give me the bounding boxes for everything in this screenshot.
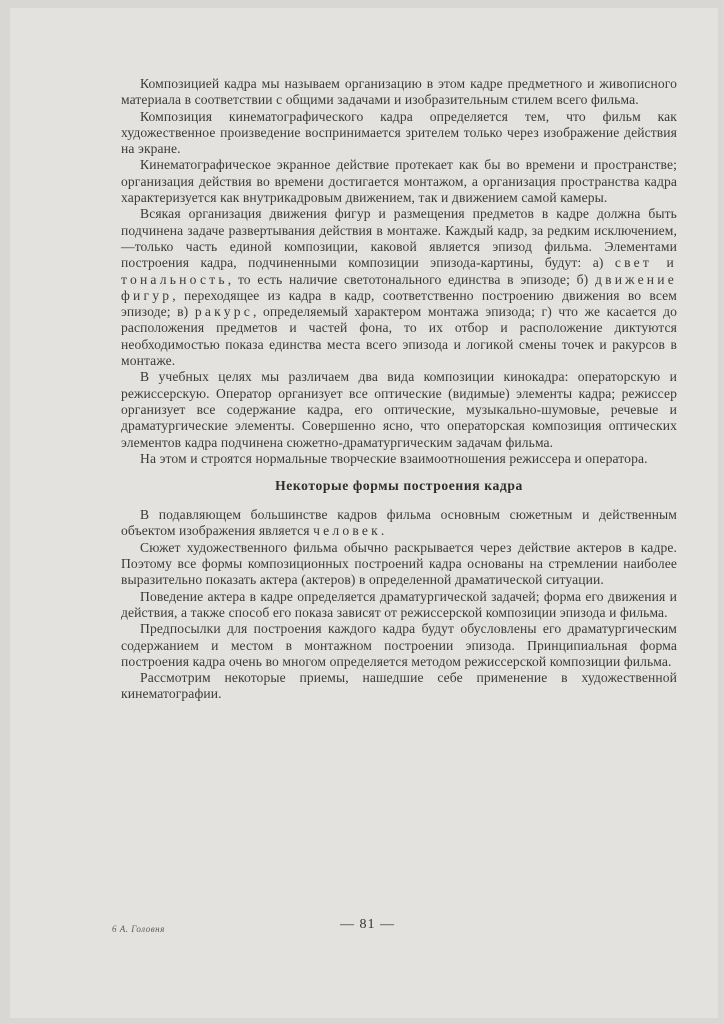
paragraph (121, 589, 677, 622)
text-run: Предпосылки для построения каждого кадра будут обусловлены его драматургическим содержанием и местом в монтажном построении эпизода. Принципиальная форма построения кадра очень во многом определяется методом режиссерской композиции фильма. (121, 621, 677, 669)
text-run: Рассмотрим некоторые приемы, нашедшие себе применение в художественной кинематографии. (121, 670, 677, 702)
paragraph (121, 369, 677, 450)
paragraph (121, 157, 677, 206)
book-page (10, 8, 718, 1018)
text-run: Композиция кинематографического кадра определяется тем, что фильм как художественное произведение воспринимается зрителем только через изображение действия на экране. (121, 108, 677, 157)
section-heading: Некоторые формы построения кадра (275, 478, 523, 494)
text-run: Всякая организация движения фигур и размещения предметов в кадре должна быть подчинена задаче развертывания действия в монтаже. Каждый кадр, за редким исключением,—только часть единой композиции, каковой является эпизод фильма. Элементами построения кадра, подчиненными композиции эпизода-картины, будут: а) (121, 206, 677, 271)
page-number: — 81 — (340, 917, 395, 932)
paragraph (121, 621, 677, 670)
spaced-emphasis: движение фигур (121, 271, 677, 303)
paragraph (121, 507, 677, 540)
text-run: . (380, 523, 385, 539)
text-run: , переходящее из кадра в кадр, соответственно построению движения во всем эпизоде; в) (121, 287, 677, 320)
paragraph (121, 670, 677, 703)
signature-mark: 6 А. Головня (112, 924, 165, 934)
paragraph (121, 206, 677, 369)
text-run: В подавляющем большинстве кадров фильма основным сюжетным и действенным объектом изображения является (121, 507, 677, 539)
paragraph (121, 109, 677, 158)
paragraph (121, 540, 677, 589)
text-run: В учебных целях мы различаем два вида композиции кинокадра: операторскую и режиссерскую. Оператор организует все оптические (видимые) элементы кадра; режиссер организует все содержание кадра, его оптические, музыкально-шумовые, речевые и драматургические элементы. Совершенно ясно, что операторская композиция оптических элементов кадра подчинена сюжетно-драматургическим задачам фильма. (121, 369, 677, 450)
page-text (121, 76, 677, 703)
paragraph (121, 76, 677, 109)
spaced-emphasis: человек (313, 523, 381, 539)
text-run: На этом и строятся нормальные творческие взаимоотношения режиссера и оператора. (140, 450, 648, 466)
text-run: Сюжет художественного фильма обычно раскрывается через действие актеров в кадре. Поэтому все формы композиционных построений кадра основаны на стремлении наиболее выразительно показать актера (актеров) в определенной драматической ситуации. (121, 539, 677, 588)
spaced-emphasis: ракурс (194, 304, 253, 320)
text-run: Кинематографическое экранное действие протекает как бы во времени и пространстве; организация действия во времени достигается монтажом, а организация пространства кадра характеризуется как внутрикадровым движением, так и движением самой камеры. (121, 157, 677, 206)
text-run: Поведение актера в кадре определяется драматургической задачей; форма его движения и действия, а также способ его показа зависят от режиссерской композиции эпизода и фильма. (121, 588, 677, 620)
text-run: Композицией кадра мы называем организацию в этом кадре предметного и живописного материала в соответствии с общими задачами и изобразительным стилем всего фильма. (121, 76, 677, 108)
paragraph (121, 451, 677, 467)
text-run: , то есть наличие светотонального единства в эпизоде; б) (227, 271, 595, 287)
bottom-paragraphs (121, 507, 677, 703)
spaced-emphasis: свет и тональность (121, 255, 677, 287)
text-run: , определяемый характером монтажа эпизода; г) что же касается до расположения предметов и частей фона, то их отбор и расположение диктуются необходимостью показа единства места всего эпизода и логикой смены точек и ракурсов в монтаже. (121, 304, 677, 369)
top-paragraphs (121, 76, 677, 467)
